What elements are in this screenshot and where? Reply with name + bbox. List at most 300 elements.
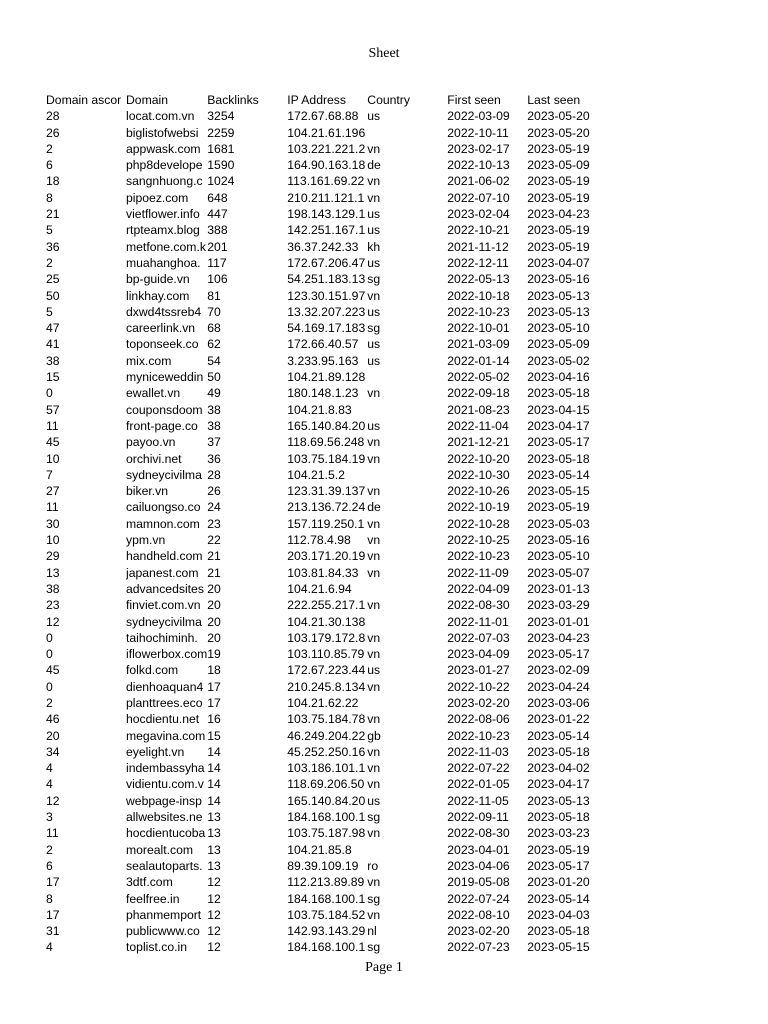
country-cell: nl [367, 924, 377, 939]
backlinks-cell: 17 [207, 679, 221, 694]
last-seen-cell: 2023-01-13 [527, 581, 590, 596]
ip-address-cell: 104.21.8.83 [287, 402, 352, 417]
last-seen-cell: 2023-04-03 [527, 907, 590, 922]
domain-cell: phanmemport [126, 907, 202, 922]
domain-ascore-cell: 46 [46, 712, 60, 727]
domain-cell: hocdientu.net [126, 712, 200, 727]
last-seen-cell: 2023-05-19 [527, 842, 590, 857]
domain-ascore-cell: 20 [46, 728, 60, 743]
domain-ascore-cell: 7 [46, 467, 53, 482]
backlinks-cell: 12 [207, 907, 221, 922]
backlinks-cell: 1024 [207, 174, 235, 189]
country-cell: vn [367, 451, 381, 466]
last-seen-cell: 2023-05-10 [527, 321, 590, 336]
last-seen-cell: 2023-03-23 [527, 826, 590, 841]
backlinks-cell: 50 [207, 370, 221, 385]
domain-ascore-cell: 31 [46, 924, 60, 939]
domain-ascore-cell: 50 [46, 288, 60, 303]
backlinks-cell: 14 [207, 761, 221, 776]
first-seen-cell: 2022-05-02 [447, 370, 510, 385]
first-seen-cell: 2023-02-17 [447, 141, 510, 156]
backlinks-cell: 70 [207, 304, 221, 319]
country-cell: sg [367, 321, 381, 336]
country-cell: vn [367, 386, 381, 401]
last-seen-cell: 2023-01-22 [527, 712, 590, 727]
table-row [46, 336, 607, 352]
backlinks-cell: 648 [207, 190, 228, 205]
ip-address-cell: 103.75.184.19 [287, 451, 366, 466]
country-cell: vn [367, 647, 381, 662]
last-seen-cell: 2023-03-29 [527, 598, 590, 613]
domain-cell: dxwd4tssreb4 [126, 304, 202, 319]
last-seen-cell: 2023-05-15 [527, 940, 590, 955]
last-seen-cell: 2023-04-23 [527, 630, 590, 645]
domain-cell: myniceweddin [126, 370, 204, 385]
domain-cell: ewallet.vn [126, 386, 181, 401]
domain-cell: orchivi.net [126, 451, 182, 466]
backlinks-cell: 1681 [207, 141, 235, 156]
header-row [46, 92, 607, 108]
domain-cell: eyelight.vn [126, 744, 185, 759]
domain-ascore-cell: 25 [46, 272, 60, 287]
table-row [46, 907, 607, 923]
table-row [46, 923, 607, 939]
last-seen-cell: 2023-04-23 [527, 207, 590, 222]
domain-cell: handheld.com [126, 549, 203, 564]
backlinks-cell: 12 [207, 940, 221, 955]
first-seen-cell: 2022-11-05 [447, 793, 509, 808]
ip-address-cell: 164.90.163.18 [287, 158, 366, 173]
domain-cell: ypm.vn [126, 533, 166, 548]
ip-address-cell: 165.140.84.20 [287, 418, 366, 433]
domain-ascore-cell: 5 [46, 223, 53, 238]
backlinks-cell: 49 [207, 386, 221, 401]
country-cell: vn [367, 744, 381, 759]
backlinks-cell: 38 [207, 418, 221, 433]
table-row [46, 255, 607, 271]
backlinks-cell: 21 [207, 549, 221, 564]
backlinks-cell: 23 [207, 516, 221, 531]
table-row [46, 499, 607, 515]
last-seen-cell: 2023-05-09 [527, 337, 590, 352]
backlinks-cell: 13 [207, 858, 221, 873]
domain-ascore-cell: 27 [46, 484, 60, 499]
domain-ascore-cell: 41 [46, 337, 60, 352]
domain-ascore-cell: 18 [46, 174, 60, 189]
country-cell: vn [367, 174, 381, 189]
domain-ascore-cell: 36 [46, 239, 60, 254]
domain-ascore-cell: 2 [46, 141, 53, 156]
country-cell: sg [367, 272, 381, 287]
country-cell [367, 369, 447, 385]
last-seen-cell: 2023-03-06 [527, 695, 590, 710]
domain-ascore-cell: 17 [46, 875, 60, 890]
country-cell: de [367, 500, 381, 515]
ip-address-cell: 103.221.221.2 [287, 141, 366, 156]
table-row [46, 320, 607, 336]
first-seen-cell: 2022-10-25 [447, 533, 510, 548]
country-cell [367, 842, 447, 858]
backlinks-cell: 3254 [207, 109, 235, 124]
country-cell [367, 614, 447, 630]
domain-table [46, 92, 607, 956]
backlinks-cell: 21 [207, 565, 221, 580]
domain-cell: vietflower.info [126, 207, 200, 222]
page-number: Page 1 [365, 960, 403, 975]
first-seen-cell: 2022-10-18 [447, 288, 510, 303]
last-seen-cell: 2023-05-16 [527, 272, 590, 287]
table-row [46, 434, 607, 450]
country-cell [367, 125, 447, 141]
ip-address-cell: 104.21.89.128 [287, 370, 366, 385]
first-seen-cell: 2022-07-03 [447, 630, 510, 645]
table-row [46, 369, 607, 385]
header-country: Country [367, 93, 410, 107]
last-seen-cell: 2023-04-07 [527, 255, 590, 270]
first-seen-cell: 2022-10-30 [447, 467, 510, 482]
first-seen-cell: 2023-04-06 [447, 858, 510, 873]
table-row [46, 157, 607, 173]
first-seen-cell: 2022-01-14 [447, 353, 510, 368]
first-seen-cell: 2022-11-03 [447, 744, 509, 759]
backlinks-cell: 20 [207, 581, 221, 596]
first-seen-cell: 2022-10-13 [447, 158, 510, 173]
country-cell: vn [367, 190, 381, 205]
last-seen-cell: 2023-05-16 [527, 533, 590, 548]
last-seen-cell: 2023-04-17 [527, 418, 590, 433]
domain-cell: advancedsites [126, 581, 204, 596]
first-seen-cell: 2022-03-09 [447, 109, 510, 124]
ip-address-cell: 45.252.250.16 [287, 744, 366, 759]
backlinks-cell: 12 [207, 924, 221, 939]
country-cell: vn [367, 630, 381, 645]
domain-cell: feelfree.in [126, 891, 180, 906]
backlinks-cell: 24 [207, 500, 221, 515]
backlinks-cell: 36 [207, 451, 221, 466]
first-seen-cell: 2022-10-20 [447, 451, 510, 466]
first-seen-cell: 2022-10-22 [447, 679, 510, 694]
ip-address-cell: 210.211.121.1 [287, 190, 365, 205]
ip-address-cell: 184.168.100.1 [287, 891, 366, 906]
table-row [46, 744, 607, 760]
last-seen-cell: 2023-05-20 [527, 125, 590, 140]
table-row [46, 108, 607, 124]
last-seen-cell: 2023-04-02 [527, 761, 590, 776]
first-seen-cell: 2022-07-10 [447, 190, 510, 205]
domain-ascore-cell: 11 [46, 418, 59, 433]
domain-ascore-cell: 17 [46, 907, 60, 922]
last-seen-cell: 2023-05-13 [527, 793, 590, 808]
domain-cell: toplist.co.in [126, 940, 187, 955]
domain-ascore-cell: 38 [46, 353, 60, 368]
country-cell: vn [367, 679, 381, 694]
backlinks-cell: 37 [207, 435, 221, 450]
header-first-seen: First seen [447, 93, 501, 107]
domain-cell: dienhoaquan4 [126, 679, 204, 694]
table-row [46, 695, 607, 711]
table-row [46, 353, 607, 369]
table-row [46, 125, 607, 141]
table-row [46, 662, 607, 678]
domain-cell: linkhay.com [126, 288, 190, 303]
domain-ascore-cell: 28 [46, 109, 60, 124]
domain-cell: php8develope [126, 158, 203, 173]
backlinks-cell: 16 [207, 712, 221, 727]
first-seen-cell: 2022-10-23 [447, 304, 510, 319]
country-cell: us [367, 353, 381, 368]
country-cell: vn [367, 777, 381, 792]
backlinks-cell: 38 [207, 402, 221, 417]
table-body [46, 108, 607, 955]
table-row [46, 467, 607, 483]
country-cell: vn [367, 533, 381, 548]
backlinks-cell: 68 [207, 321, 221, 336]
domain-cell: mamnon.com [126, 516, 200, 531]
last-seen-cell: 2023-05-20 [527, 109, 590, 124]
country-cell: de [367, 158, 381, 173]
ip-address-cell: 118.69.56.248 [287, 435, 365, 450]
ip-address-cell: 112.213.89.89 [287, 875, 365, 890]
domain-cell: locat.com.vn [126, 109, 195, 124]
table-row [46, 760, 607, 776]
domain-cell: sangnhuong.c [126, 174, 203, 189]
domain-cell: hocdientucoba [126, 826, 206, 841]
last-seen-cell: 2023-04-17 [527, 777, 590, 792]
last-seen-cell: 2023-05-19 [527, 239, 590, 254]
country-cell: vn [367, 484, 381, 499]
header-last-seen: Last seen [527, 93, 581, 107]
domain-ascore-cell: 0 [46, 630, 53, 645]
domain-ascore-cell: 26 [46, 125, 60, 140]
table-row [46, 581, 607, 597]
country-cell: vn [367, 907, 381, 922]
first-seen-cell: 2022-10-28 [447, 516, 510, 531]
last-seen-cell: 2023-05-14 [527, 891, 590, 906]
first-seen-cell: 2022-08-10 [447, 907, 510, 922]
domain-cell: japanest.com [126, 565, 199, 580]
country-cell: us [367, 223, 381, 238]
backlinks-cell: 14 [207, 793, 221, 808]
backlinks-cell: 201 [207, 239, 228, 254]
backlinks-cell: 22 [207, 533, 221, 548]
header-domain-ascore: Domain ascor [46, 93, 122, 107]
domain-ascore-cell: 4 [46, 761, 53, 776]
table-row [46, 809, 607, 825]
first-seen-cell: 2022-11-04 [447, 418, 509, 433]
domain-cell: sydneycivilma [126, 467, 202, 482]
domain-ascore-cell: 47 [46, 321, 60, 336]
country-cell: us [367, 255, 381, 270]
backlinks-cell: 62 [207, 337, 221, 352]
first-seen-cell: 2023-01-27 [447, 663, 510, 678]
ip-address-cell: 104.21.6.94 [287, 581, 352, 596]
ip-address-cell: 103.81.84.33 [287, 565, 359, 580]
last-seen-cell: 2023-05-13 [527, 304, 590, 319]
domain-ascore-cell: 45 [46, 435, 60, 450]
domain-cell: careerlink.vn [126, 321, 196, 336]
first-seen-cell: 2023-02-04 [447, 207, 510, 222]
ip-address-cell: 104.21.85.8 [287, 842, 352, 857]
domain-ascore-cell: 5 [46, 304, 53, 319]
ip-address-cell: 113.161.69.22 [287, 174, 365, 189]
table-row [46, 614, 607, 630]
domain-cell: payoo.vn [126, 435, 176, 450]
domain-ascore-cell: 0 [46, 386, 53, 401]
backlinks-cell: 26 [207, 484, 221, 499]
backlinks-cell: 106 [207, 272, 228, 287]
domain-ascore-cell: 3 [46, 810, 53, 825]
table-row [46, 418, 607, 434]
ip-address-cell: 46.249.204.22 [287, 728, 366, 743]
last-seen-cell: 2023-05-02 [527, 353, 590, 368]
country-cell: ro [367, 858, 379, 873]
table-row [46, 532, 607, 548]
first-seen-cell: 2021-06-02 [447, 174, 510, 189]
domain-ascore-cell: 38 [46, 581, 60, 596]
ip-address-cell: 103.110.85.79 [287, 647, 365, 662]
domain-cell: webpage-insp [126, 793, 202, 808]
country-cell [367, 695, 447, 711]
last-seen-cell: 2023-05-14 [527, 467, 590, 482]
ip-address-cell: 157.119.250.1 [287, 516, 365, 531]
domain-ascore-cell: 6 [46, 158, 53, 173]
ip-address-cell: 89.39.109.19 [287, 858, 359, 873]
table-row [46, 239, 607, 255]
ip-address-cell: 213.136.72.24 [287, 500, 366, 515]
last-seen-cell: 2023-05-18 [527, 451, 590, 466]
country-cell: us [367, 337, 381, 352]
ip-address-cell: 103.75.184.78 [287, 712, 366, 727]
first-seen-cell: 2019-05-08 [447, 875, 510, 890]
domain-ascore-cell: 2 [46, 255, 53, 270]
first-seen-cell: 2022-09-18 [447, 386, 510, 401]
last-seen-cell: 2023-01-20 [527, 875, 590, 890]
domain-ascore-cell: 8 [46, 190, 53, 205]
table-row [46, 939, 607, 955]
last-seen-cell: 2023-05-14 [527, 728, 590, 743]
ip-address-cell: 103.186.101.1 [287, 761, 366, 776]
ip-address-cell: 184.168.100.1 [287, 940, 366, 955]
domain-ascore-cell: 23 [46, 598, 60, 613]
domain-cell: cailuongso.co [126, 500, 201, 515]
domain-cell: biker.vn [126, 484, 169, 499]
domain-ascore-cell: 2 [46, 695, 53, 710]
table-row [46, 483, 607, 499]
ip-address-cell: 54.169.17.183 [287, 321, 366, 336]
country-cell: vn [367, 875, 381, 890]
domain-cell: sydneycivilma [126, 614, 202, 629]
table-row [46, 548, 607, 564]
first-seen-cell: 2022-01-05 [447, 777, 510, 792]
first-seen-cell: 2023-02-20 [447, 924, 510, 939]
country-cell: vn [367, 288, 381, 303]
last-seen-cell: 2023-05-17 [527, 647, 590, 662]
domain-ascore-cell: 45 [46, 663, 60, 678]
last-seen-cell: 2023-05-15 [527, 484, 590, 499]
ip-address-cell: 172.67.223.44 [287, 663, 366, 678]
country-cell: sg [367, 891, 381, 906]
domain-ascore-cell: 4 [46, 777, 53, 792]
table-row [46, 451, 607, 467]
table-row [46, 304, 607, 320]
first-seen-cell: 2022-10-11 [447, 125, 509, 140]
domain-ascore-cell: 10 [46, 533, 60, 548]
domain-cell: iflowerbox.com [126, 647, 208, 662]
last-seen-cell: 2023-02-09 [527, 663, 590, 678]
ip-address-cell: 198.143.129.1 [287, 207, 366, 222]
domain-cell: pipoez.com [126, 190, 189, 205]
first-seen-cell: 2022-10-23 [447, 728, 510, 743]
domain-ascore-cell: 13 [46, 565, 60, 580]
first-seen-cell: 2022-08-30 [447, 598, 510, 613]
country-cell: us [367, 109, 381, 124]
country-cell [367, 402, 447, 418]
last-seen-cell: 2023-05-18 [527, 386, 590, 401]
domain-cell: vidientu.com.v [126, 777, 204, 792]
first-seen-cell: 2023-02-20 [447, 695, 510, 710]
domain-ascore-cell: 30 [46, 516, 60, 531]
domain-ascore-cell: 15 [46, 370, 60, 385]
last-seen-cell: 2023-05-18 [527, 810, 590, 825]
first-seen-cell: 2022-11-01 [447, 614, 509, 629]
backlinks-cell: 28 [207, 467, 221, 482]
ip-address-cell: 103.75.184.52 [287, 907, 366, 922]
first-seen-cell: 2021-03-09 [447, 337, 510, 352]
ip-address-cell: 172.67.206.47 [287, 255, 366, 270]
table-row [46, 679, 607, 695]
first-seen-cell: 2022-10-26 [447, 484, 510, 499]
table-row [46, 793, 607, 809]
country-cell: vn [367, 565, 381, 580]
first-seen-cell: 2023-04-09 [447, 647, 510, 662]
table-row [46, 728, 607, 744]
country-cell: gb [367, 728, 381, 743]
country-cell: vn [367, 761, 381, 776]
backlinks-cell: 20 [207, 598, 221, 613]
domain-ascore-cell: 6 [46, 858, 53, 873]
domain-cell: taihochiminh. [126, 630, 198, 645]
last-seen-cell: 2023-05-19 [527, 174, 590, 189]
ip-address-cell: 222.255.217.1 [287, 598, 366, 613]
domain-ascore-cell: 11 [46, 826, 59, 841]
last-seen-cell: 2023-05-19 [527, 141, 590, 156]
domain-cell: allwebsites.ne [126, 810, 203, 825]
ip-address-cell: 180.148.1.23 [287, 386, 359, 401]
country-cell: vn [367, 598, 381, 613]
backlinks-cell: 13 [207, 842, 221, 857]
last-seen-cell: 2023-05-03 [527, 516, 590, 531]
country-cell: us [367, 207, 381, 222]
first-seen-cell: 2022-11-09 [447, 565, 509, 580]
backlinks-cell: 20 [207, 630, 221, 645]
table-row [46, 173, 607, 189]
ip-address-cell: 123.31.39.137 [287, 484, 366, 499]
last-seen-cell: 2023-05-19 [527, 190, 590, 205]
ip-address-cell: 13.32.207.223 [287, 304, 366, 319]
first-seen-cell: 2022-04-09 [447, 581, 510, 596]
backlinks-cell: 17 [207, 695, 221, 710]
first-seen-cell: 2022-07-22 [447, 761, 510, 776]
ip-address-cell: 123.30.151.97 [287, 288, 366, 303]
domain-cell: 3dtf.com [126, 875, 173, 890]
last-seen-cell: 2023-05-07 [527, 565, 590, 580]
ip-address-cell: 104.21.30.138 [287, 614, 366, 629]
last-seen-cell: 2023-04-15 [527, 402, 590, 417]
first-seen-cell: 2023-04-01 [447, 842, 510, 857]
last-seen-cell: 2023-05-18 [527, 924, 590, 939]
table-row [46, 565, 607, 581]
ip-address-cell: 54.251.183.13 [287, 272, 366, 287]
